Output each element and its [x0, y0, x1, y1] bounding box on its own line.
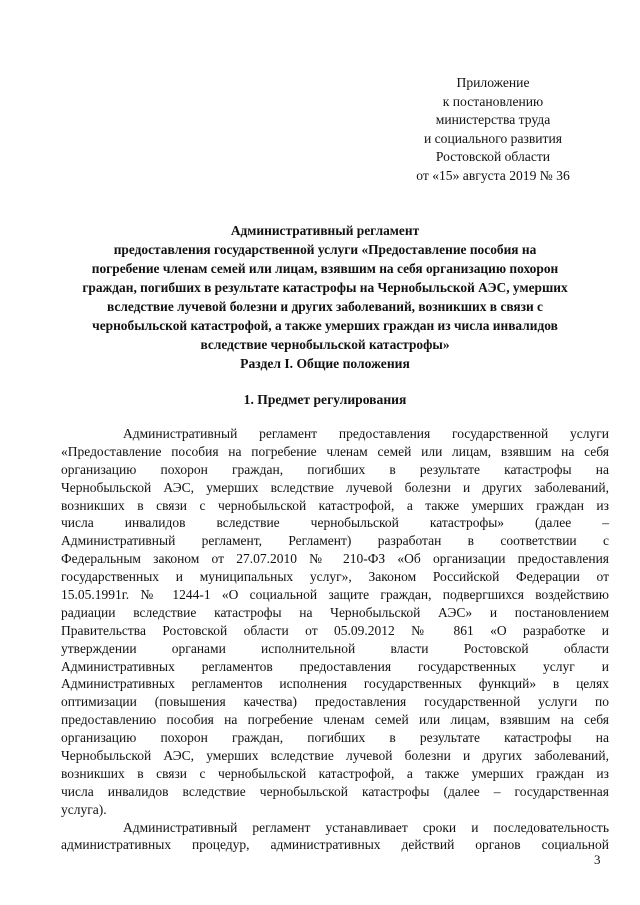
text-line: числа инвалидов вследствие чернобыльской катастрофы» (далее – — [61, 515, 609, 531]
title-line: вследствие лучевой болезни и других заболеваний, возникших в связи с — [106, 299, 544, 314]
title-line: предоставления государственной услуги «Предоставление пособия на — [113, 242, 537, 257]
page-number: 3 — [594, 852, 601, 867]
text-line: организацию похорон граждан, погибших в результате катастрофы на — [61, 461, 609, 477]
text-line: государственных и муниципальных услуг», Законом Российской Федерации от — [61, 569, 609, 585]
body-text — [61, 425, 609, 854]
text-line: возникших в связи с чернобыльской катастрофой, а также умерших граждан из — [61, 497, 609, 513]
paragraph-1 — [61, 425, 609, 819]
text-line: Административный регламент устанавливает сроки и последовательность — [123, 819, 609, 835]
title-line: погребение членам семей или лицам, взявшим на себя организацию похорон — [91, 261, 559, 276]
text-line: Административных регламентов предоставления государственных услуг и — [61, 658, 609, 674]
document-title — [60, 221, 590, 354]
text-line: числа инвалидов вследствие чернобыльской катастрофы (далее – государственная — [61, 783, 609, 799]
text-line: утверждении органами исполнительной власти Ростовской области — [61, 640, 609, 656]
text-line: предоставлению пособия на погребение членам семей или лицам, взявшим на себя — [61, 712, 609, 728]
text-line: Административный регламент предоставления государственной услуги — [123, 426, 609, 441]
title-line: вследствие чернобыльской катастрофы» — [200, 337, 450, 352]
paragraph-2 — [61, 819, 609, 855]
appendix-line: к постановлению — [442, 93, 544, 109]
text-line: оптимизации (повышения качества) предоставления государственной услуги по — [61, 694, 609, 710]
text-line: «Предоставление пособия на погребение членам семей или лицам, взявшим на себя — [61, 443, 609, 459]
text-line: радиации вследствие катастрофы на Чернобыльской АЭС» и постановлением — [61, 604, 609, 620]
section-heading: Раздел I. Общие положения — [240, 356, 410, 371]
text-line: Чернобыльской АЭС, умерших вследствие лучевой болезни и других заболеваний, — [61, 748, 609, 764]
text-line: административных процедур, административных действий органов социальной — [61, 837, 609, 853]
appendix-block — [385, 74, 601, 186]
text-line: Правительства Ростовской области от 05.09.2012 № 861 «О разработке и — [61, 622, 609, 638]
text-line: возникших в связи с чернобыльской катастрофой, а также умерших граждан из — [61, 765, 609, 781]
appendix-line: от «15» августа 2019 № 36 — [416, 167, 570, 183]
appendix-line: и социального развития — [423, 130, 563, 146]
appendix-line: Приложение — [456, 75, 530, 90]
title-line: чернобыльской катастрофой, а также умерших граждан из числа инвалидов — [92, 318, 558, 333]
appendix-line: Ростовской области — [435, 149, 551, 165]
subsection-heading: 1. Предмет регулирования — [243, 392, 407, 407]
text-line: организацию похорон граждан, погибших в результате катастрофы на — [61, 730, 609, 746]
text-line: 15.05.1991г. № 1244-1 «О социальной защите граждан, подвергшихся воздействию — [61, 587, 609, 603]
text-line: услуга). — [61, 801, 107, 817]
text-line: Чернобыльской АЭС, умерших вследствие лучевой болезни и других заболеваний, — [61, 479, 609, 495]
title-line: Административный регламент — [230, 223, 420, 238]
text-line: Административных регламентов исполнения государственных функций» в целях — [61, 676, 609, 692]
title-line: граждан, погибших в результате катастрофы на Чернобыльской АЭС, умерших — [82, 280, 568, 295]
text-line: Административный регламент, Регламент) разработан в соответствии с — [61, 533, 609, 549]
text-line: Федеральным законом от 27.07.2010 № 210-ФЗ «Об организации предоставления — [61, 551, 609, 567]
appendix-line: министерства труда — [435, 112, 551, 128]
